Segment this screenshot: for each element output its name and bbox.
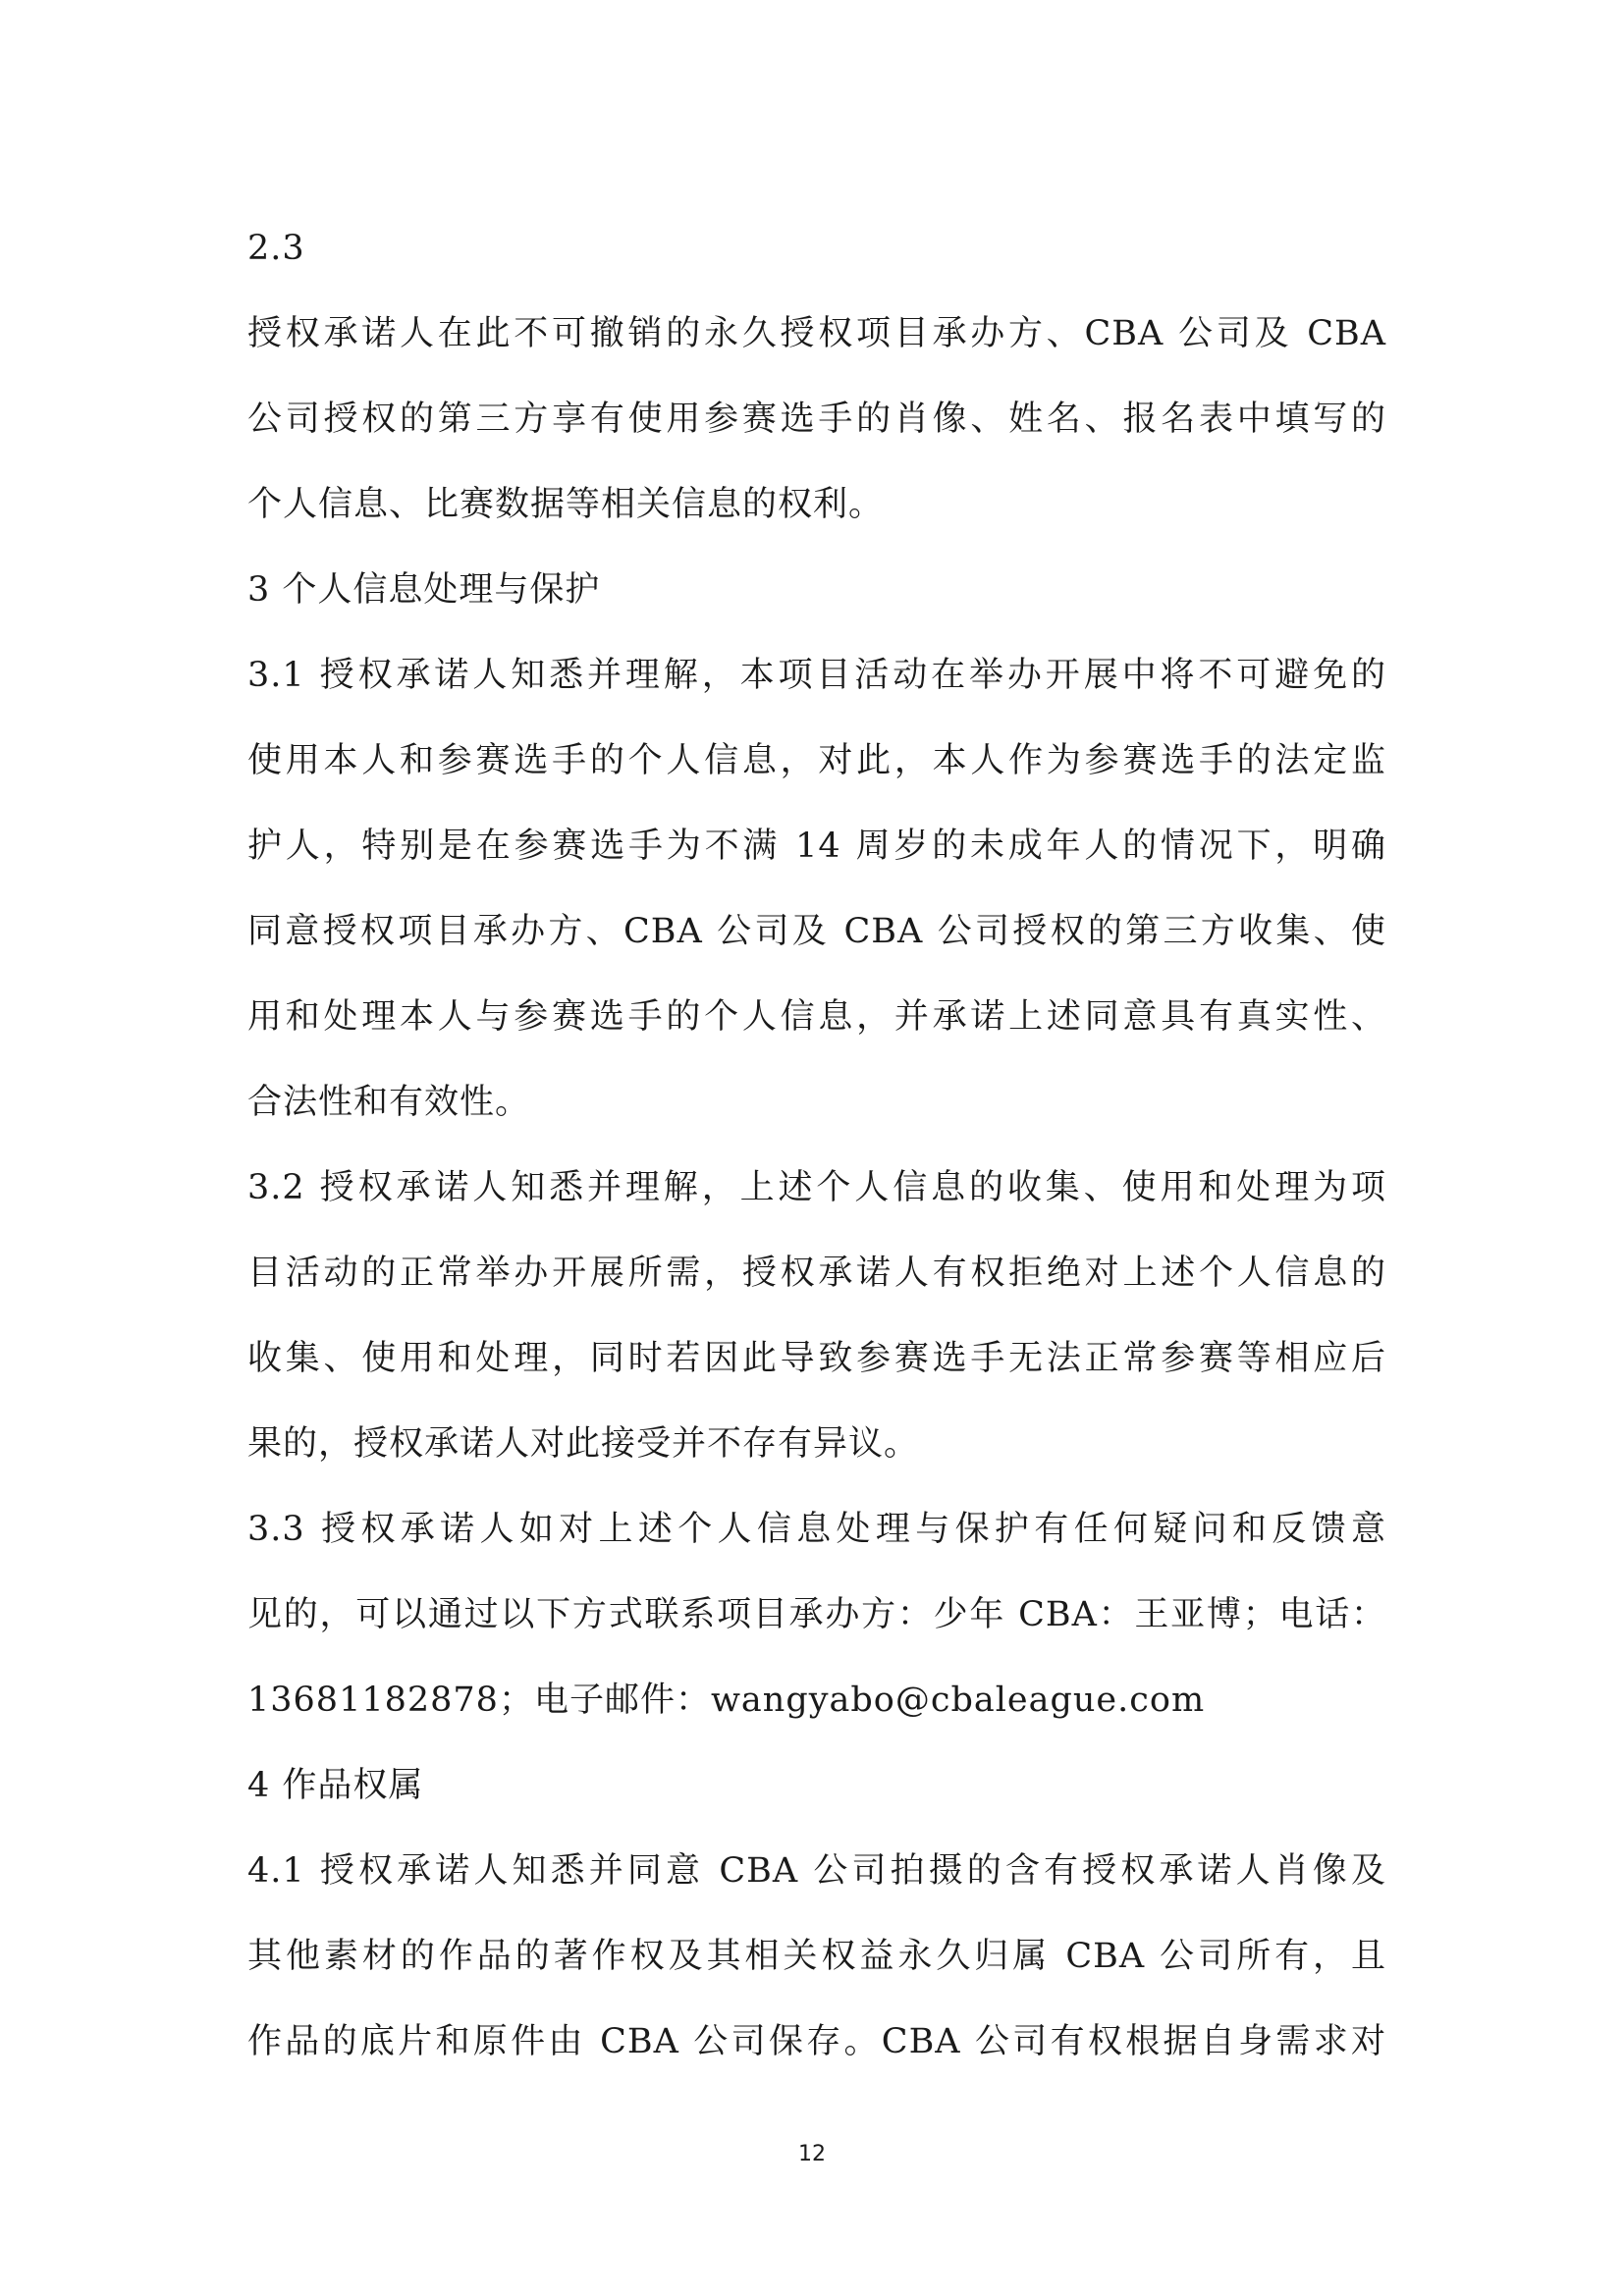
text-line: 目活动的正常举办开展所需，授权承诺人有权拒绝对上述个人信息的 [247,1254,1386,1293]
text-line: 个人信息、比赛数据等相关信息的权利。 [247,485,885,524]
text-line: 见的，可以通过以下方式联系项目承办方：少年 CBA：王亚博；电话： [247,1595,1386,1634]
text-line: 13681182878；电子邮件：wangyabo@cbaleague.com [247,1681,1206,1720]
text-line: 授权承诺人在此不可撤销的永久授权项目承办方、CBA 公司及 CBA [247,314,1386,353]
text-line: 果的，授权承诺人对此接受并不存有异议。 [247,1424,920,1464]
text-line: 2.3 [247,229,305,268]
text-line: 收集、使用和处理，同时若因此导致参赛选手无法正常参赛等相应后 [247,1339,1386,1378]
text-line: 3 个人信息处理与保护 [247,570,601,610]
text-line: 3.2 授权承诺人知悉并理解，上述个人信息的收集、使用和处理为项 [247,1168,1386,1207]
text-line: 作品的底片和原件由 CBA 公司保存。CBA 公司有权根据自身需求对 [247,2022,1386,2061]
text-line: 用和处理本人与参赛选手的个人信息，并承诺上述同意具有真实性、 [247,997,1386,1037]
text-line: 4 作品权属 [247,1766,424,1805]
text-line: 3.1 授权承诺人知悉并理解，本项目活动在举办开展中将不可避免的 [247,656,1386,695]
text-line: 合法性和有效性。 [247,1083,531,1122]
text-line: 公司授权的第三方享有使用参赛选手的肖像、姓名、报名表中填写的 [247,400,1386,439]
page-number: 12 [798,2142,826,2166]
text-line: 3.3 授权承诺人如对上述个人信息处理与保护有任何疑问和反馈意 [247,1510,1386,1549]
document-body [247,206,1386,2085]
text-line: 4.1 授权承诺人知悉并同意 CBA 公司拍摄的含有授权承诺人肖像及 [247,1851,1386,1891]
text-line: 使用本人和参赛选手的个人信息，对此，本人作为参赛选手的法定监 [247,741,1386,780]
text-line: 同意授权项目承办方、CBA 公司及 CBA 公司授权的第三方收集、使 [247,912,1386,951]
text-line: 护人，特别是在参赛选手为不满 14 周岁的未成年人的情况下，明确 [247,827,1386,866]
text-line: 其他素材的作品的著作权及其相关权益永久归属 CBA 公司所有，且 [247,1937,1386,1976]
